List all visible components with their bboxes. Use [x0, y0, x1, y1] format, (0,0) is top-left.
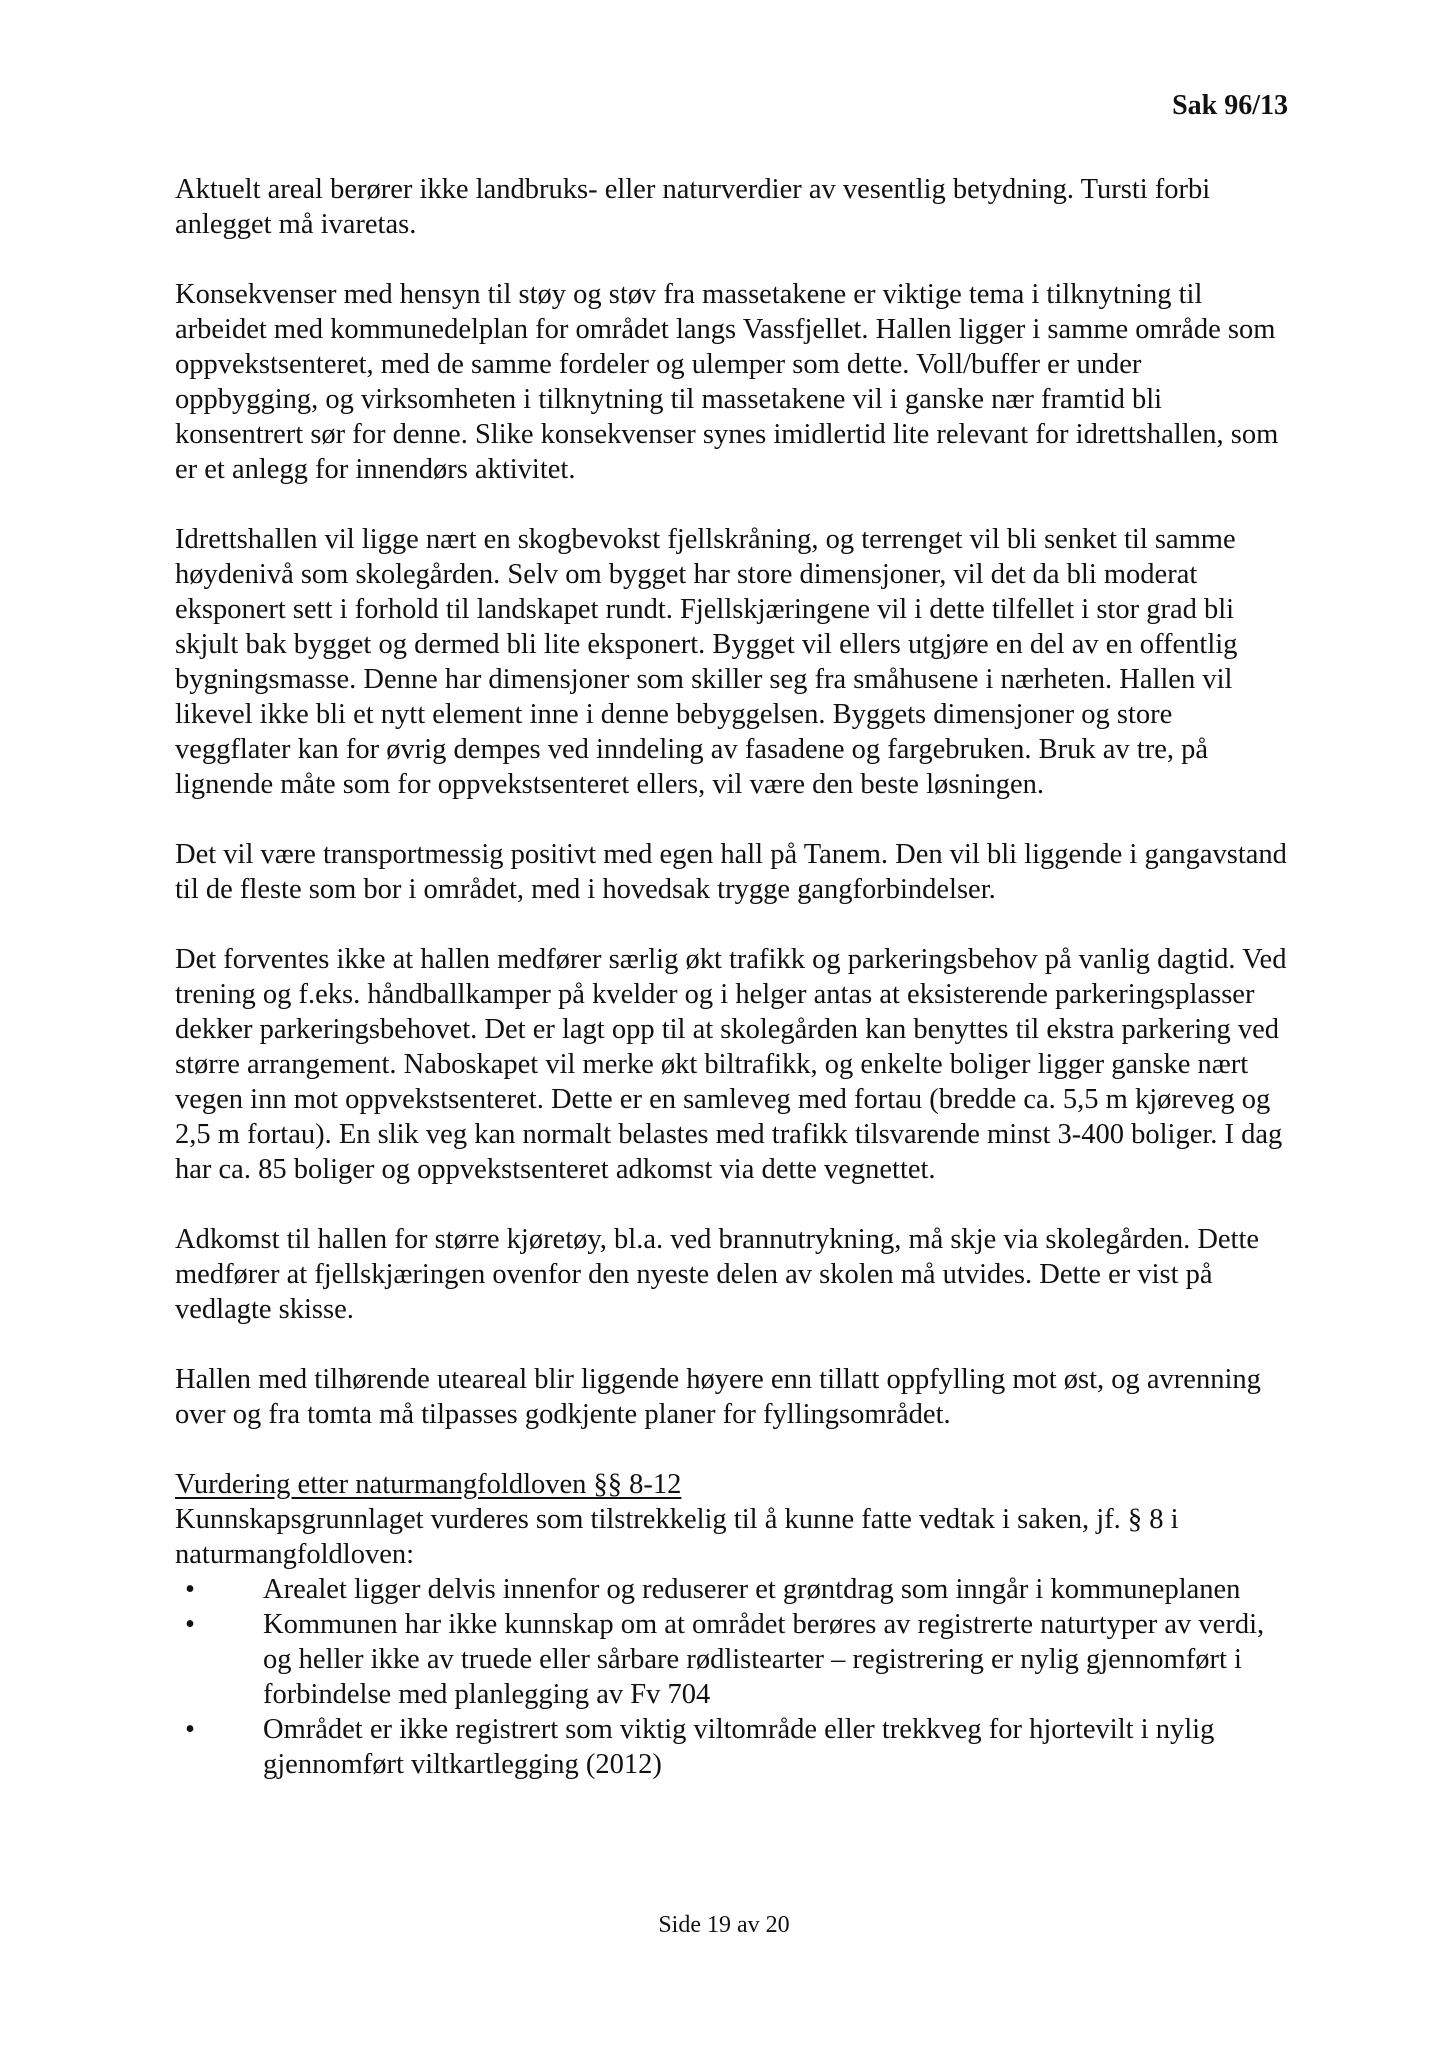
assessment-list [175, 1572, 1290, 1782]
paragraph-traffic-parking: Det forventes ikke at hallen medfører særlig økt trafikk og parkeringsbehov på vanlig dagtid. Ved trening og f.eks. håndballkamper på kvelder og i helger antas at eksisterende parkeringsplasser dekker parkeringsbehovet. Det er lagt opp til at skolegården kan benyttes til ekstra parkering ved større arrangement. Naboskapet vil merke økt biltrafikk, og enkelte boliger ligger ganske nært vegen inn mot oppvekstsenteret. Dette er en samleveg med fortau (bredde ca. 5,5 m kjøreveg og 2,5 m fortau). En slik veg kan normalt belastes med trafikk tilsvarende minst 3-400 boliger. I dag har ca. 85 boliger og oppvekstsenteret adkomst via dette vegnettet. [175, 944, 1287, 1185]
section-intro: Kunnskapsgrunnlaget vurderes som tilstrekkelig til å kunne fatte vedtak i saken, jf. § 8 i naturmangfoldloven: [175, 1504, 1179, 1570]
paragraph-transport: Det vil være transportmessig positivt med egen hall på Tanem. Den vil bli liggende i gangavstand til de fleste som bor i området, med i hovedsak trygge gangforbindelser. [175, 839, 1287, 905]
list-item-text: Kommunen har ikke kunnskap om at området berøres av registrerte naturtyper av verdi, og heller ikke av truede eller sårbare rødlistearter – registrering er nylig gjennomført i forbindelse med planlegging av Fv 704 [263, 1609, 1265, 1710]
list-item [175, 1572, 1290, 1607]
bullet-icon: • [185, 1574, 195, 1605]
list-item-text: Området er ikke registrert som viktig viltområde eller trekkveg for hjortevilt i nylig gjennomført viltkartlegging (2012) [263, 1714, 1215, 1780]
section-heading: Vurdering etter naturmangfoldloven §§ 8-12 [175, 1469, 682, 1500]
page-number: Side 19 av 20 [658, 1912, 790, 1938]
paragraph-drainage: Hallen med tilhørende uteareal blir liggende høyere enn tillatt oppfylling mot øst, og avrenning over og fra tomta må tilpasses godkjente planer for fyllingsområdet. [175, 1364, 1261, 1430]
document-body [175, 172, 1290, 1782]
bullet-icon: • [185, 1714, 195, 1745]
paragraph-noise-dust: Konsekvenser med hensyn til støy og støv fra massetakene er viktige tema i tilknytning til arbeidet med kommunedelplan for området langs Vassfjellet. Hallen ligger i samme område som oppvekstsenteret, med de samme fordeler og ulemper som dette. Voll/buffer er under oppbygging, og virksomheten i tilknytning til massetakene vil i ganske nær framtid bli konsentrert sør for denne. Slike konsekvenser synes imidlertid lite relevant for idrettshallen, som er et anlegg for innendørs aktivitet. [175, 279, 1279, 485]
list-item [175, 1712, 1290, 1782]
case-number: Sak 96/13 [1172, 90, 1288, 121]
paragraph-access: Adkomst til hallen for større kjøretøy, bl.a. ved brannutrykning, må skje via skolegården. Dette medfører at fjellskjæringen ovenfor den nyeste delen av skolen må utvides. Dette er vist på vedlagte skisse. [175, 1224, 1260, 1325]
paragraph-landscape: Idrettshallen vil ligge nært en skogbevokst fjellskråning, og terrenget vil bli senket til samme høydenivå som skolegården. Selv om bygget har store dimensjoner, vil det da bli moderat eksponert sett i forhold til landskapet rundt. Fjellskjæringene vil i dette tilfellet i stor grad bli skjult bak bygget og dermed bli lite eksponert. Bygget vil ellers utgjøre en del av en offentlig bygningsmasse. Denne har dimensjoner som skiller seg fra småhusene i nærheten. Hallen vil likevel ikke bli et nytt element inne i denne bebyggelsen. Byggets dimensjoner og store veggflater kan for øvrig dempes ved inndeling av fasadene og fargebruken. Bruk av tre, på lignende måte som for oppvekstsenteret ellers, vil være den beste løsningen. [175, 524, 1238, 800]
list-item [175, 1607, 1290, 1712]
list-item-text: Arealet ligger delvis innenfor og reduserer et grøntdrag som inngår i kommuneplanen [263, 1574, 1241, 1605]
nature-assessment-section [175, 1467, 1290, 1782]
paragraph-land-use: Aktuelt areal berører ikke landbruks- eller naturverdier av vesentlig betydning. Tursti forbi anlegget må ivaretas. [175, 174, 1211, 240]
bullet-icon: • [185, 1609, 195, 1640]
